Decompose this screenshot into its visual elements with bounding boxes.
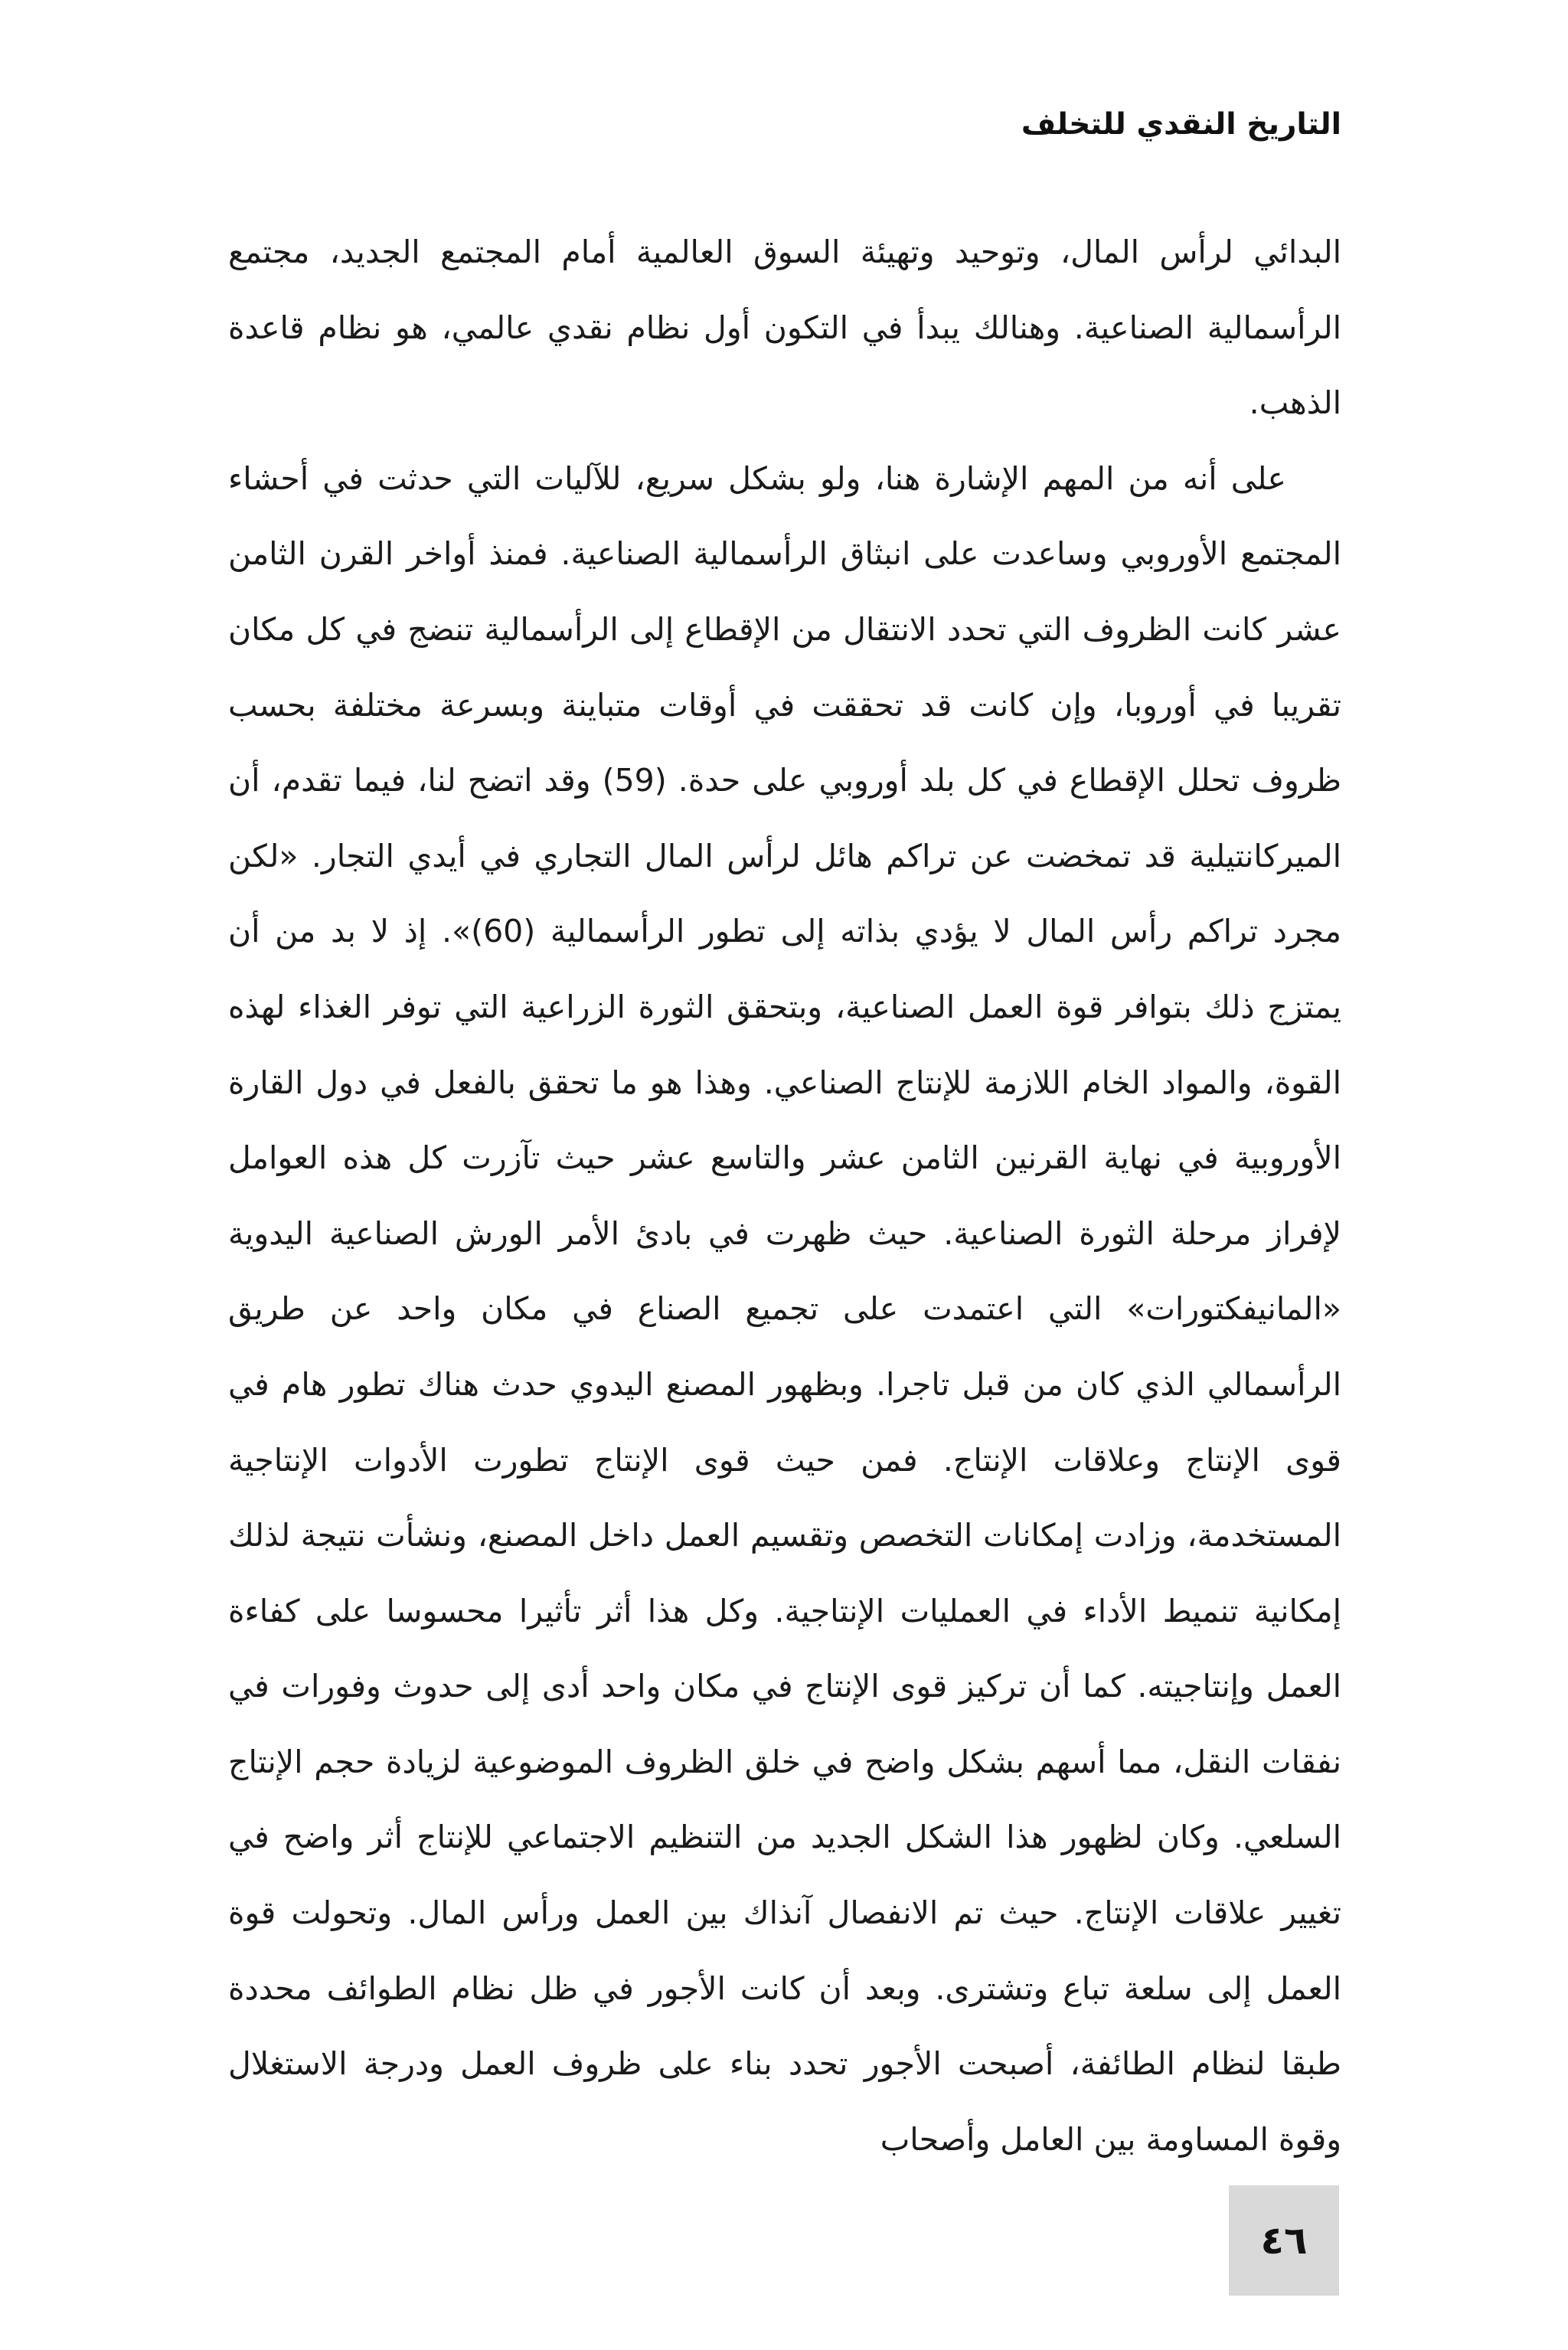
body-text [228, 214, 1341, 2177]
page-number-box [1229, 2185, 1339, 2296]
paragraph-2: على أنه من المهم الإشارة هنا، ولو بشكل سريع، للآليات التي حدثت في أحشاء المجتمع الأوروبي وساعدت على انبثاق الرأسمالية الصناعية. فمنذ أواخر القرن الثامن عشر كانت الظروف التي تحدد الانتقال من الإقطاع إلى الرأسمالية تنضج في كل مكان تقريبا في أوروبا، وإن كانت قد تحققت في أوقات متباينة وبسرعة مختلفة بحسب ظروف تحلل الإقطاع في كل بلد أوروبي على حدة. (59) وقد اتضح لنا، فيما تقدم، أن الميركانتيلية قد تمخضت عن تراكم هائل لرأس المال التجاري في أيدي التجار. «لكن مجرد تراكم رأس المال لا يؤدي بذاته إلى تطور الرأسمالية (60)». إذ لا بد من أن يمتزج ذلك بتوافر قوة العمل الصناعية، وبتحقق الثورة الزراعية التي توفر الغذاء لهذه القوة، والمواد الخام اللازمة للإنتاج الصناعي. وهذا هو ما تحقق بالفعل في دول القارة الأوروبية في نهاية القرنين الثامن عشر والتاسع عشر حيث تآزرت كل هذه العوامل لإفراز مرحلة الثورة الصناعية. حيث ظهرت في بادئ الأمر الورش الصناعية اليدوية «المانيفكتورات» التي اعتمدت على تجميع الصناع في مكان واحد عن طريق الرأسمالي الذي كان من قبل تاجرا. وبظهور المصنع اليدوي حدث هناك تطور هام في قوى الإنتاج وعلاقات الإنتاج. فمن حيث قوى الإنتاج تطورت الأدوات الإنتاجية المستخدمة، وزادت إمكانات التخصص وتقسيم العمل داخل المصنع، ونشأت نتيجة لذلك إمكانية تنميط الأداء في العمليات الإنتاجية. وكل هذا أثر تأثيرا محسوسا على كفاءة العمل وإنتاجيته. كما أن تركيز قوى الإنتاج في مكان واحد أدى إلى حدوث وفورات في نفقات النقل، مما أسهم بشكل واضح في خلق الظروف الموضوعية لزيادة حجم الإنتاج السلعي. وكان لظهور هذا الشكل الجديد من التنظيم الاجتماعي للإنتاج أثر واضح في تغيير علاقات الإنتاج. حيث تم الانفصال آنذاك بين العمل ورأس المال. وتحولت قوة العمل إلى سلعة تباع وتشترى. وبعد أن كانت الأجور في ظل نظام الطوائف محددة طبقا لنظام الطائفة، أصبحت الأجور تحدد بناء على ظروف العمل ودرجة الاستغلال وقوة المساومة بين العامل وأصحاب [228, 459, 1341, 2158]
paragraph-1: البدائي لرأس المال، وتوحيد وتهيئة السوق العالمية أمام المجتمع الجديد، مجتمع الرأسمالية الصناعية. وهنالك يبدأ في التكون أول نظام نقدي عالمي، هو نظام قاعدة الذهب. [228, 234, 1341, 422]
running-header-title: التاريخ النقدي للتخلف [1021, 107, 1341, 142]
page-number: ٤٦ [1260, 2218, 1308, 2263]
